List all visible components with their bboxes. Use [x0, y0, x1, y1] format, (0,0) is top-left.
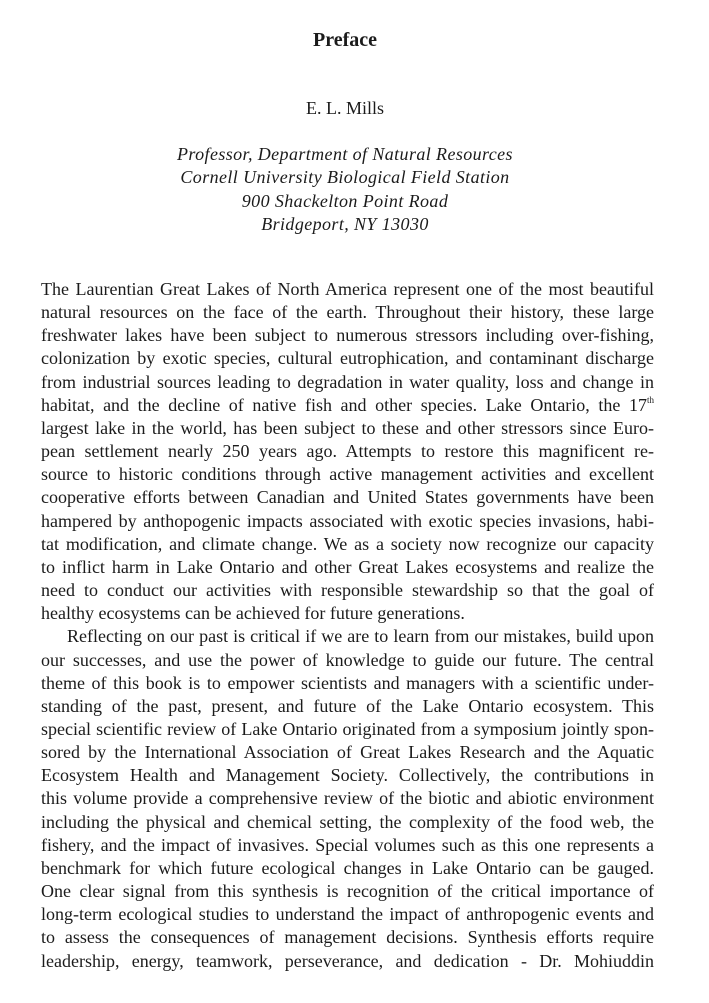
- paragraph-2: [41, 625, 654, 972]
- text-line: largest lake in the world, has been subject to these and other stressors since Euro-: [41, 417, 654, 438]
- text-line: including the physical and chemical setting, the complexity of the food web, the: [41, 811, 654, 832]
- text-line: Reflecting on our past is critical if we are to learn from our mistakes, build upon: [67, 626, 654, 647]
- body-text: [41, 278, 654, 973]
- text-line: healthy ecosystems can be achieved for future generations.: [41, 603, 465, 624]
- ordinal-superscript: th: [646, 394, 654, 405]
- text-line: fishery, and the impact of invasives. Special volumes such as this one represents a: [41, 834, 654, 855]
- text-line: benchmark for which future ecological changes in Lake Ontario can be gauged.: [41, 857, 654, 878]
- text-line: need to conduct our activities with responsible stewardship so that the goal of: [41, 580, 654, 601]
- text-line: special scientific review of Lake Ontario originated from a symposium jointly spon-: [41, 718, 654, 739]
- text-line: from industrial sources leading to degradation in water quality, loss and change in: [41, 371, 654, 392]
- text-line: natural resources on the face of the earth. Throughout their history, these large: [41, 302, 654, 323]
- text-line: One clear signal from this synthesis is recognition of the critical importance of: [41, 881, 654, 902]
- affiliation-line: Professor, Department of Natural Resources: [177, 144, 513, 164]
- text-line: Ecosystem Health and Management Society. Collectively, the contributions in: [41, 765, 654, 786]
- text-line: theme of this book is to empower scientists and managers with a scientific under-: [41, 672, 654, 693]
- author-affiliation: [0, 143, 690, 236]
- text-line: our successes, and use the power of knowledge to guide our future. The central: [41, 649, 654, 670]
- text-line: pean settlement nearly 250 years ago. Attempts to restore this magnificent re-: [41, 441, 654, 462]
- text-line: to inflict harm in Lake Ontario and other Great Lakes ecosystems and realize the: [41, 556, 654, 577]
- text-line: tat modification, and climate change. We as a society now recognize our capacity: [41, 533, 654, 554]
- affiliation-line: Cornell University Biological Field Station: [180, 167, 510, 188]
- text-line: leadership, energy, teamwork, perseverance, and dedication - Dr. Mohiuddin: [41, 950, 654, 971]
- affiliation-line: Bridgeport, NY 13030: [261, 213, 429, 234]
- text-line: sored by the International Association of Great Lakes Research and the Aquatic: [41, 742, 654, 763]
- text-line: colonization by exotic species, cultural eutrophication, and contaminant discharge: [41, 348, 654, 369]
- text-line: to assess the consequences of management decisions. Synthesis efforts require: [41, 927, 654, 948]
- text-line: this volume provide a comprehensive review of the biotic and abiotic environment: [41, 788, 654, 809]
- text-line: cooperative efforts between Canadian and United States governments have been: [41, 487, 654, 508]
- text-line: source to historic conditions through active management activities and excellent: [41, 464, 654, 485]
- text-line: The Laurentian Great Lakes of North America represent one of the most beautiful: [41, 279, 654, 299]
- text-line: freshwater lakes have been subject to numerous stressors including over-fishing,: [41, 325, 654, 346]
- text-line: long-term ecological studies to understand the impact of anthropogenic events and: [41, 904, 654, 925]
- paragraph-1: [41, 278, 654, 625]
- text-line-with-superscript: [41, 394, 654, 417]
- page-title: Preface: [312, 29, 378, 51]
- text-line: habitat, and the decline of native fish and other species. Lake Ontario, the 17: [41, 394, 647, 415]
- text-line: hampered by anthopogenic impacts associated with exotic species invasions, habi-: [41, 510, 654, 531]
- text-line: standing of the past, present, and future of the Lake Ontario ecosystem. This: [41, 695, 654, 716]
- affiliation-line: 900 Shackelton Point Road: [241, 190, 449, 211]
- author-name: E. L. Mills: [305, 98, 384, 118]
